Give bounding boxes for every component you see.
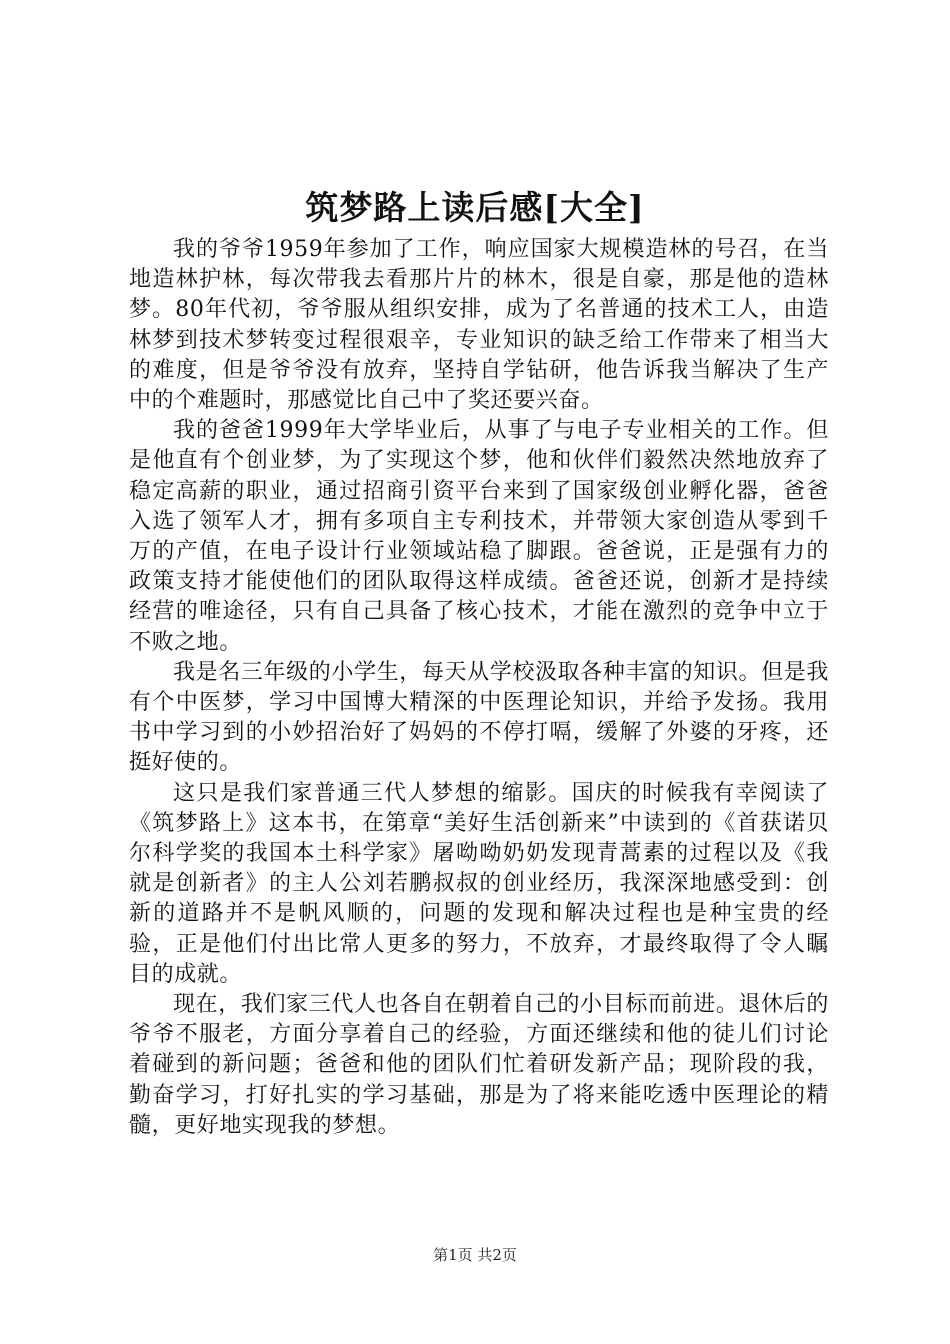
- body-paragraph-1: 我的爷爷1959年参加了工作，响应国家大规模造林的号召，在当地造林护林，每次带我去看那片片的林木，很是自豪，那是他的造林梦。80年代初，爷爷服从组织安排，成为了名普通的技术工人，由造林梦到技术梦转变过程很艰辛，专业知识的缺乏给工作带来了相当大的难度，但是爷爷没有放弃，坚持自学钻研，他告诉我当解决了生产中的个难题时，那感觉比自己中了奖还要兴奋。: [129, 237, 829, 414]
- document-title: 筑梦路上读后感[大全]: [305, 188, 645, 227]
- body-paragraph-2: 我的爸爸1999年大学毕业后，从事了与电子专业相关的工作。但是他直有个创业梦，为了实现这个梦，他和伙伴们毅然决然地放弃了稳定高薪的职业，通过招商引资平台来到了国家级创业孵化器，爸爸入选了领军人才，拥有多项自主专利技术，并带领大家创造从零到千万的产值，在电子设计行业领域站稳了脚跟。爸爸说，正是强有力的政策支持才能使他们的团队取得这样成绩。爸爸还说，创新才是持续经营的唯途径，只有自己具备了核心技术，才能在激烈的竞争中立于不败之地。: [129, 418, 829, 655]
- page-number-footer: 第1页 共2页: [433, 1246, 517, 1264]
- body-paragraph-3: 我是名三年级的小学生，每天从学校汲取各种丰富的知识。但是我有个中医梦，学习中国博大精深的中医理论知识，并给予发扬。我用书中学习到的小妙招治好了妈妈的不停打嗝，缓解了外婆的牙疼，还挺好使的。: [129, 659, 829, 776]
- document-body: [129, 235, 829, 1141]
- body-paragraph-4: 这只是我们家普通三代人梦想的缩影。国庆的时候我有幸阅读了《筑梦路上》这本书，在第章“美好生活创新来”中读到的《首获诺贝尔科学奖的我国本土科学家》屠呦呦奶奶发现青蒿素的过程以及《我就是创新者》的主人公刘若鹏叔叔的创业经历，我深深地感受到：创新的道路并不是帆风顺的，问题的发现和解决过程也是种宝贵的经验，正是他们付出比常人更多的努力，不放弃，才最终取得了令人瞩目的成就。: [129, 780, 829, 987]
- body-paragraph-5: 现在，我们家三代人也各自在朝着自己的小目标而前进。退休后的爷爷不服老，方面分享着自己的经验，方面还继续和他的徒儿们讨论着碰到的新问题；爸爸和他的团队们忙着研发新产品；现阶段的我，勤奋学习，打好扎实的学习基础，那是为了将来能吃透中医理论的精髓，更好地实现我的梦想。: [129, 992, 829, 1138]
